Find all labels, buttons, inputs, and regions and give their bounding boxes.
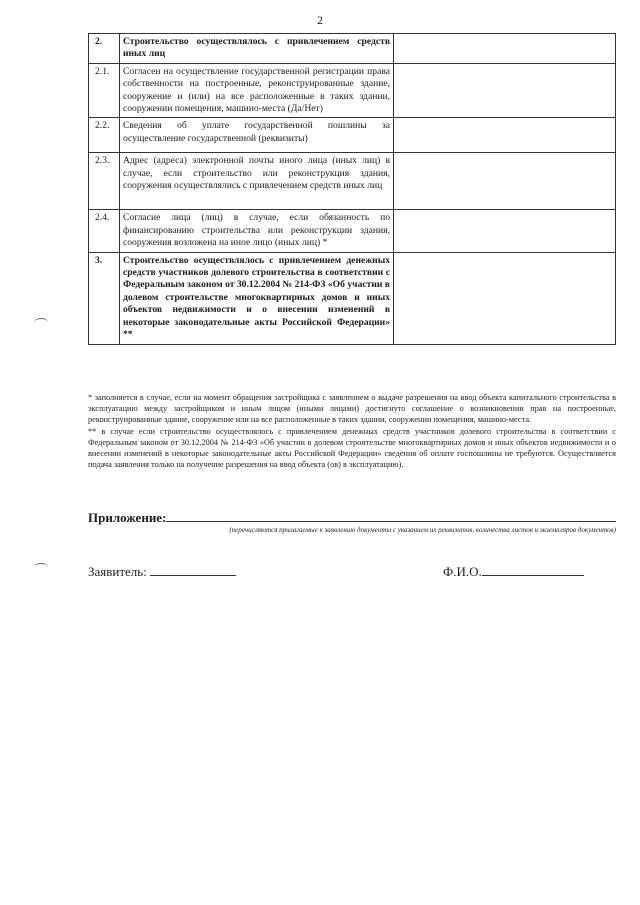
table-row [89, 252, 616, 344]
fio-signature [443, 563, 584, 580]
row-value-cell[interactable] [394, 63, 616, 118]
row-value-cell[interactable] [394, 252, 616, 344]
row-number: 2.3. [89, 153, 120, 210]
row-value-cell[interactable] [394, 34, 616, 64]
row-number: 2.2. [89, 118, 120, 153]
attachment-hint: (перечисляются прилагаемые к заявлению документы с указанием их реквизитов, количества листов и экземпляров документов) [229, 526, 616, 534]
row-text: Строительство осуществлялось с привлечением денежных средств участников долевого строительства в соответствии с Федеральным законом от 30.12.2004 № 214-ФЗ «Об участии в долевом строительстве многоквартирных домов и иных объектов недвижимости и о внесении изменений в некоторые законодательные акты Российской Федерации» ** [120, 252, 394, 344]
row-number: 3. [89, 252, 120, 344]
row-value-cell[interactable] [394, 210, 616, 252]
row-text: Адрес (адреса) электронной почты иного лица (иных лиц) в случае, если строительство или реконструкция здания, сооружения осуществлялись с привлечением средств иных лиц [120, 153, 394, 210]
row-value-cell[interactable] [394, 118, 616, 153]
row-text: Согласие лица (лиц) в случае, если обязанность по финансированию строительства или реконструкции здания, сооружения возложена на иное лицо (иных лиц) * [120, 210, 394, 252]
row-value-cell[interactable] [394, 153, 616, 210]
applicant-signature [88, 563, 236, 580]
punch-mark [34, 563, 48, 572]
table-row [89, 118, 616, 153]
table-row [89, 210, 616, 252]
applicant-signature-line[interactable] [150, 563, 236, 576]
row-number: 2.1. [89, 63, 120, 118]
footnote-2: ** в случае если строительство осуществлялось с привлечением денежных средств участников долевого строительства в соответствии с Федеральным законом от 30.12.2004 № 214-ФЗ «Об участии в долевом строительстве многоквартирных домов и иных объектов недвижимости и о внесении изменений в некоторые законодательные акты Российской Федерации» сведения об оплате госпошлины не требуются. Осуществляется подача заявления только на получение разрешения на ввод объекта (ов) в эксплуатацию). [88, 427, 616, 469]
row-text: Согласен на осуществление государственной регистрации права собственности на построенные, реконструированные здание, сооружение и (или) на все расположенные в таких здании, сооружении помещения, машино-места (Да/Нет) [120, 63, 394, 118]
attachment-label: Приложение: [88, 510, 167, 525]
punch-mark [34, 318, 48, 327]
fio-label: Ф.И.О. [443, 564, 482, 579]
page-number: 2 [317, 13, 323, 27]
table-row [89, 63, 616, 118]
row-number: 2.4. [89, 210, 120, 252]
footnotes [88, 392, 616, 471]
footnote-1: * заполняется в случае, если на момент обращения застройщика с заявлением о выдаче разрешения на ввод объекта капитального строительства в эксплуатацию между застройщиком и иным лицом (иными лицами) достигнуто соглашение о возникновении прав на построенные, реконструированные здание, сооружение или на все расположенные в таких здании, сооружении помещения, машино-места. [88, 393, 616, 424]
table-row [89, 153, 616, 210]
row-text: Строительство осуществлялось с привлечением средств иных лиц [120, 34, 394, 64]
row-text: Сведения об уплате государственной пошлины за осуществление государственной (реквизиты) [120, 118, 394, 153]
table-row [89, 34, 616, 64]
form-table [88, 33, 616, 345]
applicant-label: Заявитель: [88, 564, 147, 579]
attachment-input-line[interactable] [166, 521, 616, 522]
attachment-section [88, 509, 616, 534]
row-number: 2. [89, 34, 120, 64]
fio-input-line[interactable] [482, 563, 584, 576]
